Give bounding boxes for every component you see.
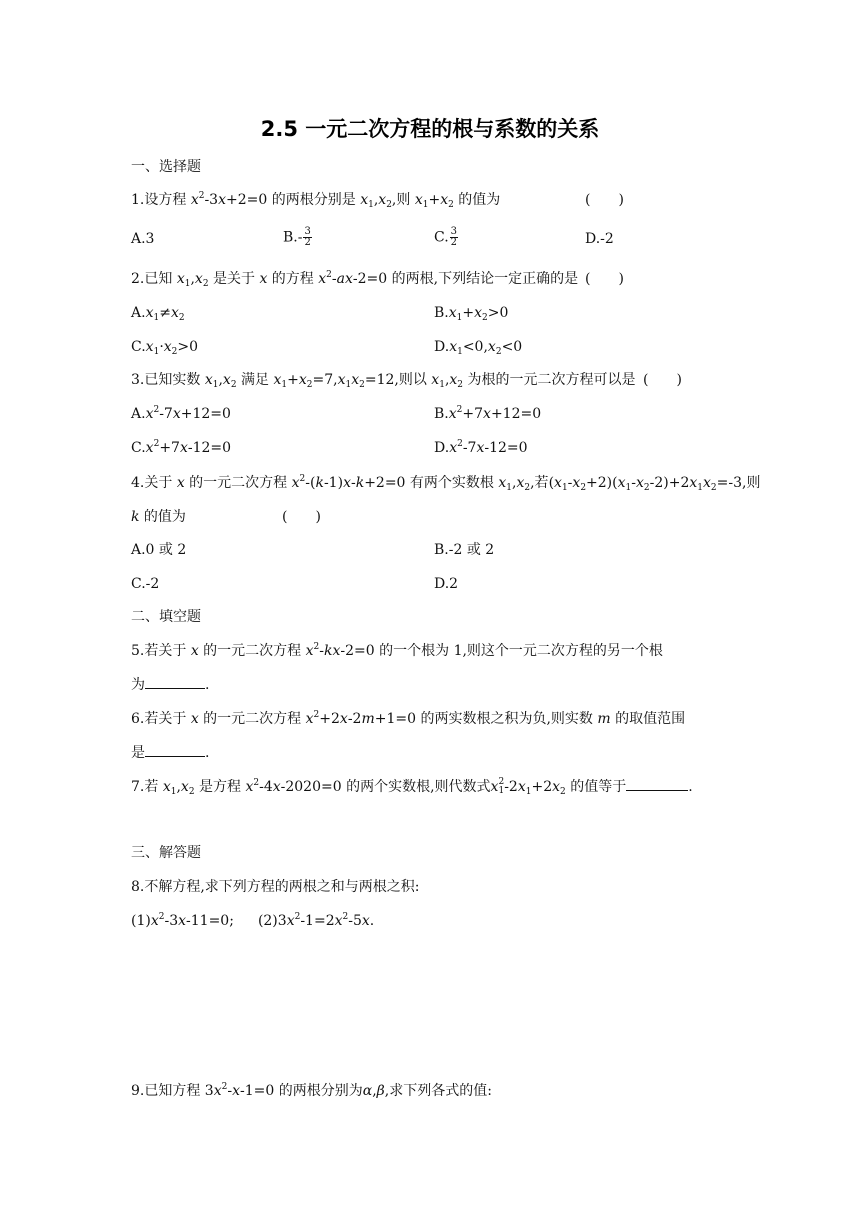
q3-option-c: $C.x^2+7x-12=0$ bbox=[131, 439, 232, 456]
q1-option-b: B.- $\frac{3}{2}$ bbox=[283, 226, 311, 248]
section-multiple-choice: 一、选择题 bbox=[131, 159, 201, 175]
question-5: 5.若关于 x 的一元二次方程 $x^2-kx-2=0$ 的一个根为 1,则这个一元二次方程的另一个根 bbox=[131, 642, 663, 659]
q2-option-c: $C.x_1\cdot x_2>0$ bbox=[131, 339, 199, 357]
q1-option-a: A.3 bbox=[131, 231, 155, 247]
question-8-parts: $(1)x^2-3x-11=0$; $(2)3x^2-1=2x^2-5x$. bbox=[131, 912, 375, 929]
question-7: 7.若 $x_1,x_2$ 是方程 $x^2-4x-2020=0$ 的两个实数根,则代数式x 2 1 $-2x_1+2x_2$ 的值等于 . bbox=[131, 777, 693, 797]
q3-option-a: $A.x^2-7x+12=0$ bbox=[131, 405, 231, 422]
q2-option-d: $D.x_1<0,x_2<0$ bbox=[434, 339, 523, 357]
q4-option-b: B.-2 或 2 bbox=[434, 542, 495, 558]
q4-option-c: C.-2 bbox=[131, 576, 160, 592]
question-4-line2: k 的值为 bbox=[131, 509, 186, 525]
q2-option-b: $B.x_1+x_2>0$ bbox=[434, 305, 509, 323]
section-fill-in: 二、填空题 bbox=[131, 609, 201, 625]
fraction: $\frac{3}{2}$ bbox=[450, 226, 458, 248]
answer-paren-q4: ( ) bbox=[282, 509, 321, 525]
answer-blank-q7[interactable] bbox=[626, 778, 688, 791]
question-3: 3.已知实数 $x_1,x_2$ 满足 $x_1+x_2=7,x_1x_2=12$,则以 $x_1,x_2$ 为根的一元二次方程可以是 bbox=[131, 372, 636, 390]
answer-blank-q6[interactable] bbox=[145, 744, 205, 757]
q4-option-a: A.0 或 2 bbox=[131, 542, 187, 558]
answer-blank-q5[interactable] bbox=[145, 676, 205, 689]
answer-paren-q3: ( ) bbox=[643, 372, 682, 388]
q3-option-b: $B.x^2+7x+12=0$ bbox=[434, 405, 542, 422]
q4-option-d: D.2 bbox=[434, 576, 459, 592]
q3-option-d: $D.x^2-7x-12=0$ bbox=[434, 439, 528, 456]
answer-paren-q1: ( ) bbox=[585, 192, 624, 208]
question-4: 4.关于 x 的一元二次方程 $x^2-(k-1)x-k+2=0$ 有两个实数根 $x_1,x_2$,若$(x_1-x_2+2)(x_1-x_2-2)+2x_1x_2=-3$,则 bbox=[131, 474, 761, 493]
question-9: 9.已知方程 $3x^2-x-1=0$ 的两根分别为α,β,求下列各式的值: bbox=[131, 1082, 492, 1099]
answer-paren-q2: ( ) bbox=[585, 271, 624, 287]
q1-option-d: D.-2 bbox=[585, 231, 614, 247]
question-6-line2: 是 . bbox=[131, 745, 210, 761]
fraction: $\frac{3}{2}$ bbox=[304, 226, 311, 248]
section-answer: 三、解答题 bbox=[131, 845, 201, 861]
question-1: 1.设方程 $x^2-3x+2=0$ 的两根分别是 $x_1,x_2$,则 $x_1+x_2$ 的值为 bbox=[131, 191, 501, 210]
question-6: 6.若关于 x 的一元二次方程 $x^2+2x-2m+1=0$ 的两实数根之积为负,则实数 m 的取值范围 bbox=[131, 710, 686, 727]
q1-option-c: C. $\frac{3}{2}$ bbox=[434, 226, 458, 248]
page-title: 2.5 一元二次方程的根与系数的关系 bbox=[260, 117, 600, 141]
question-8: 8.不解方程,求下列方程的两根之和与两根之积: bbox=[131, 879, 420, 895]
question-2: 2.已知 $x_1,x_2$ 是关于 x 的方程 $x^2-ax-2=0$ 的两根,下列结论一定正确的是 bbox=[131, 270, 579, 289]
q2-option-a: $A.x_1\ne x_2$ bbox=[131, 305, 185, 323]
question-5-line2: 为 . bbox=[131, 677, 210, 693]
